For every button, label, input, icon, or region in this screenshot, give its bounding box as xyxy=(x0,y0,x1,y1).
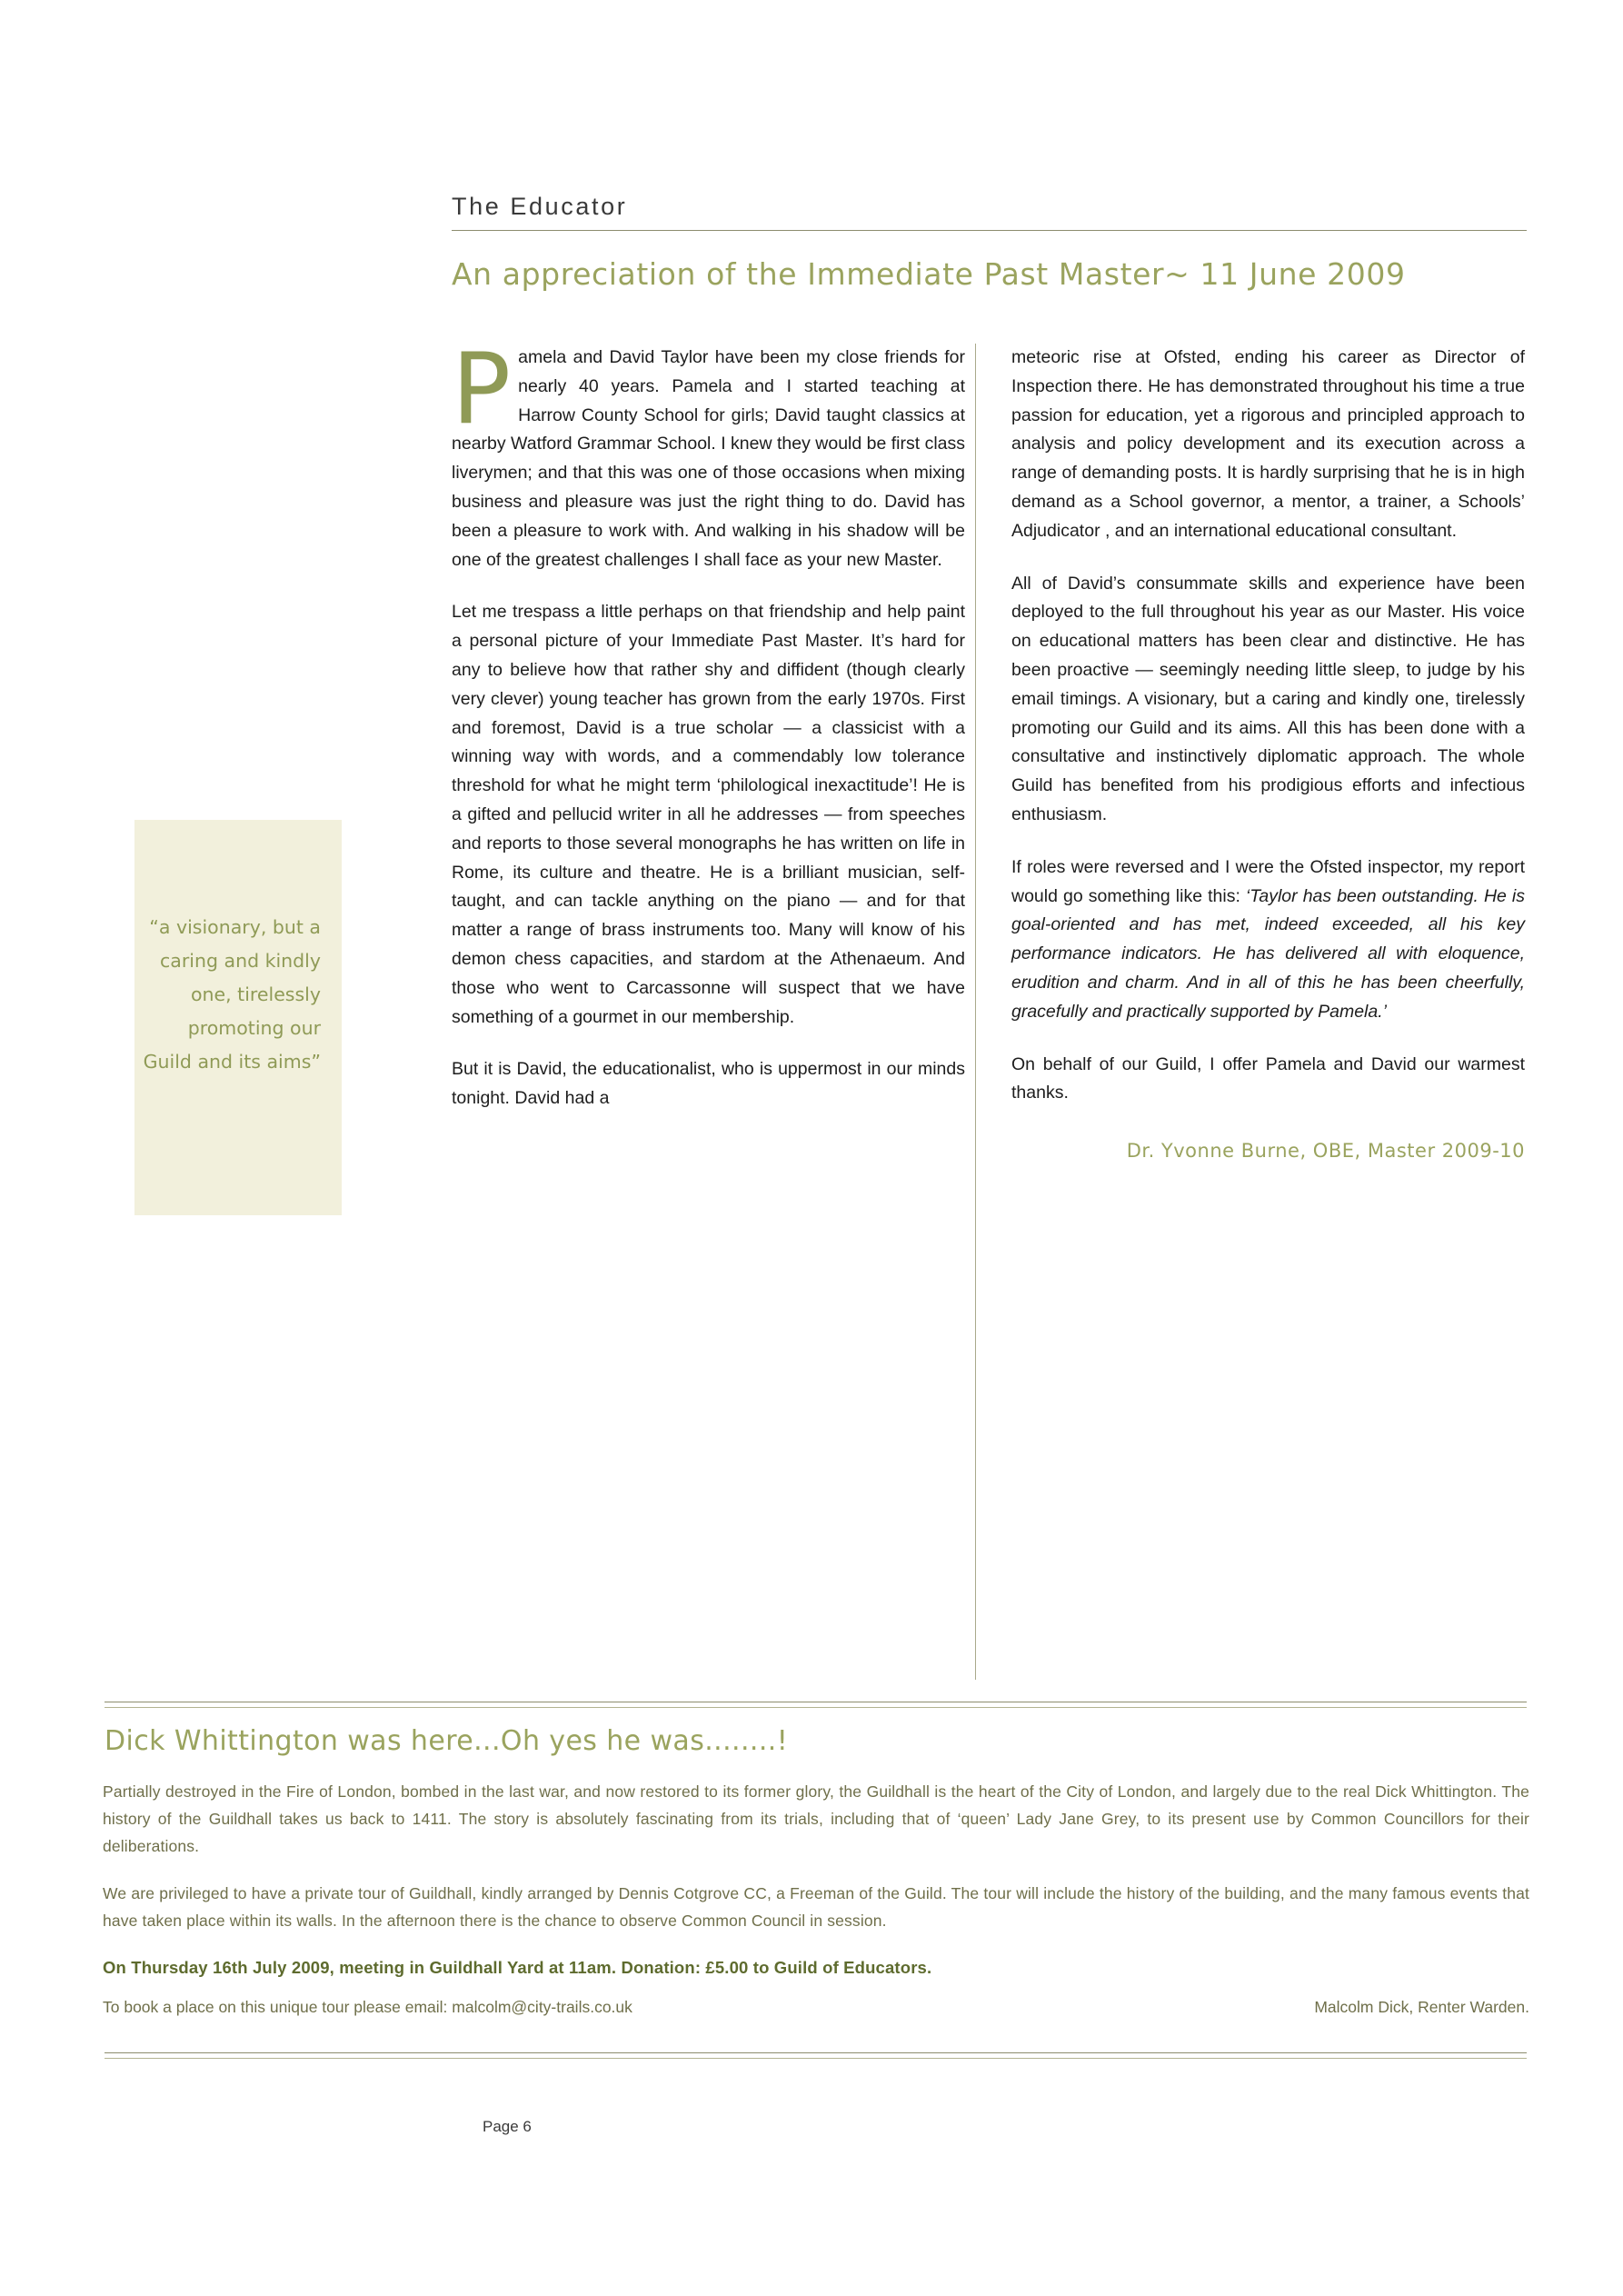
notice-attribution: Malcolm Dick, Renter Warden. xyxy=(1314,1998,1529,2016)
article-paragraph: But it is David, the educationalist, who is uppermost in our minds tonight. David had a xyxy=(452,1059,965,1109)
pullquote-text: “a visionary, but a caring and kindly one, tirelessly promoting our Guild and its aims” xyxy=(143,916,321,1073)
notice-title: Dick Whittington was here...Oh yes he was........! xyxy=(105,1725,789,1757)
notice-bottom-rule-secondary xyxy=(105,2058,1527,2059)
article-closing: On behalf of our Guild, I offer Pamela and David our warmest thanks. xyxy=(1011,1053,1525,1103)
notice-top-rule-secondary xyxy=(105,1707,1527,1708)
author-signature: Dr. Yvonne Burne, OBE, Master 2009-10 xyxy=(1126,1140,1525,1163)
article-title: An appreciation of the Immediate Past Master~ 11 June 2009 xyxy=(452,256,1406,292)
article-paragraph-text: amela and David Taylor have been my close friends for nearly 40 years. Pamela and I started teaching at Harrow County School for girls; David taught classics at nearby Watford Grammar School. I knew they would be first class liverymen; and that this was one of those occasions when mixing business and pleasure was just the right thing to do. David has been a pleasure to work with. And walking in his shadow will be one of the greatest challenges I shall face as your new Master. xyxy=(452,347,965,570)
notice-footer xyxy=(103,1998,1529,2017)
article-column-right xyxy=(1011,344,1525,1166)
notice-bottom-rule xyxy=(105,2052,1527,2053)
article-paragraph: All of David’s consummate skills and experience have been deployed to the full throughout his year as our Master. His voice on educational matters has been clear and distinctive. He has been proactive — seemingly needing little sleep, to judge by his email timings. A visionary, but a caring and kindly one, tirelessly promoting our Guild and its aims. All this has been done with a consultative and instinctively diplomatic approach. The whole Guild has benefited from his prodigious efforts and infectious enthusiasm. xyxy=(1011,573,1525,824)
article-paragraph: Let me trespass a little perhaps on that friendship and help paint a personal picture of your Immediate Past Master. It’s hard for any to believe how that rather shy and diffident (though clearly very clever) young teacher has grown from the early 1970s. First and foremost, David is a true scholar — a classicist with a winning way with words, and a commendably low tolerance threshold for what he might term ‘philological inexactitude’! He is a gifted and pellucid writer in all he addresses — from speeches and reports to those several monographs he has written on life in Rome, its culture and theatre. He is a brilliant musician, self-taught, and can tackle anything on the piano — and for that matter a range of brass instruments too. Many will know of his demon chess capacities, and stardom at the Athenaeum. And those who went to Carcassonne will suspect that we have something of a gourmet in our membership. xyxy=(452,602,965,1027)
ofsted-quote-text: ‘Taylor has been outstanding. He is goal-oriented and has met, indeed exceeded, all his key performance indicators. He has delivered all with eloquence, erudition and charm. And in all of this he has been cheerfully, gracefully and practically supported by Pamela.’ xyxy=(1011,885,1526,1022)
notice-booking-text[interactable]: To book a place on this unique tour please email: malcolm@city-trails.co.uk xyxy=(103,1998,632,2016)
pullquote-box xyxy=(134,820,342,1215)
article-column-left xyxy=(452,333,965,1113)
column-divider xyxy=(975,344,976,1680)
dropcap-letter: P xyxy=(452,333,512,446)
article-paragraph-ofsted xyxy=(1011,854,1525,1027)
article-paragraph: meteoric rise at Ofsted, ending his career as Director of Inspection there. He has demonstrated throughout his time a true passion for education, yet a rigorous and principled approach to analysis and policy development and its execution across a range of demanding posts. It is hardly surprising that he is in high demand as a School governor, a mentor, a trainer, a Schools’ Adjudicator , and an international educational consultant. xyxy=(1011,347,1525,541)
notice-highlight: On Thursday 16th July 2009, meeting in Guildhall Yard at 11am. Donation: £5.00 to Guild of Educators. xyxy=(103,1958,932,1977)
article-paragraph xyxy=(452,333,965,574)
masthead-title: The Educator xyxy=(452,193,628,220)
ofsted-lead-text: If roles were reversed and I were the Ofsted inspector, my report would go something like this: xyxy=(1011,856,1525,906)
notice-body xyxy=(103,1778,1529,2002)
masthead xyxy=(452,193,1527,231)
page-number: Page 6 xyxy=(483,2118,532,2135)
masthead-divider xyxy=(452,230,1527,231)
notice-paragraph: Partially destroyed in the Fire of London, bombed in the last war, and now restored to its former glory, the Guildhall is the heart of the City of London, and largely due to the real Dick Whittington. The history of the Guildhall takes us back to 1411. The story is absolutely fascinating from its trials, including that of ‘queen’ Lady Jane Grey, to its present use by Common Councillors for their deliberations. xyxy=(103,1782,1529,1855)
notice-paragraph: We are privileged to have a private tour of Guildhall, kindly arranged by Dennis Cotgrove CC, a Freeman of the Guild. The tour will include the history of the building, and the many famous events that have taken place within its walls. In the afternoon there is the chance to observe Common Council in session. xyxy=(103,1884,1529,1930)
